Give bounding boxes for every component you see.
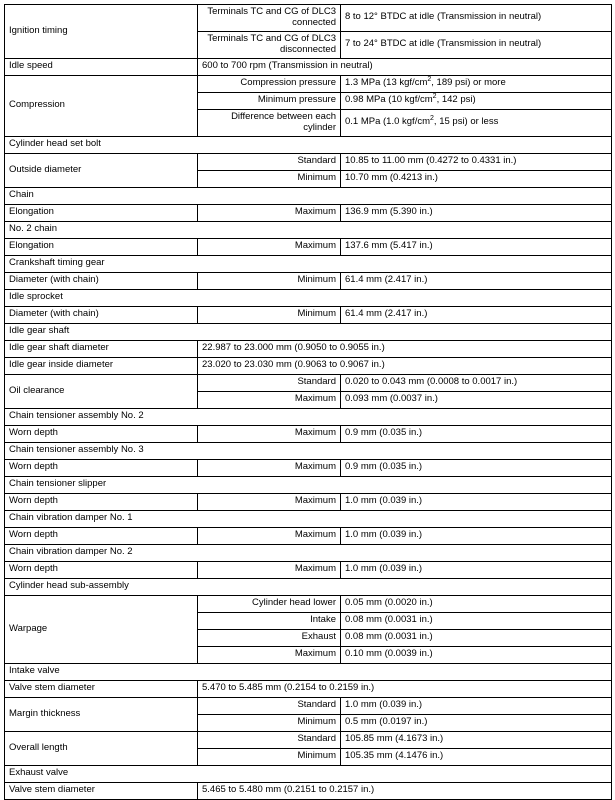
condition-cell: Maximum <box>198 561 341 578</box>
condition-cell: Minimum <box>198 714 341 731</box>
table-row <box>5 357 612 374</box>
item-cell: Warpage <box>5 595 198 663</box>
condition-cell: Minimum <box>198 306 341 323</box>
item-cell: Diameter (with chain) <box>5 272 198 289</box>
condition-cell: Standard <box>198 374 341 391</box>
specification-cell: 0.093 mm (0.0037 in.) <box>341 391 612 408</box>
specification-cell: 0.1 MPa (1.0 kgf/$cm^2$, 15 psi) or less <box>341 109 612 136</box>
section-header-cell: Chain tensioner assembly No. 3 <box>5 442 612 459</box>
specification-cell: 61.4 mm (2.417 in.) <box>341 306 612 323</box>
specification-cell: 8 to 12° BTDC at idle (Transmission in neutral) <box>341 5 612 32</box>
table-row <box>5 5 612 32</box>
condition-cell: Exhaust <box>198 629 341 646</box>
specification-cell: 600 to 700 rpm (Transmission in neutral) <box>198 58 612 75</box>
condition-cell: Terminals TC and CG of DLC3 disconnected <box>198 31 341 58</box>
section-header-cell: Chain <box>5 187 612 204</box>
specification-cell: 0.10 mm (0.0039 in.) <box>341 646 612 663</box>
condition-cell: Cylinder head lower <box>198 595 341 612</box>
item-cell: Ignition timing <box>5 5 198 59</box>
table-row <box>5 765 612 782</box>
specification-cell: 61.4 mm (2.417 in.) <box>341 272 612 289</box>
table-row <box>5 340 612 357</box>
section-header-cell: Chain tensioner slipper <box>5 476 612 493</box>
specification-cell: 1.0 mm (0.039 in.) <box>341 527 612 544</box>
table-row <box>5 680 612 697</box>
condition-cell: Maximum <box>198 646 341 663</box>
table-row <box>5 459 612 476</box>
condition-cell: Minimum <box>198 170 341 187</box>
section-header-cell: Intake valve <box>5 663 612 680</box>
table-row <box>5 527 612 544</box>
condition-cell: Minimum pressure <box>198 92 341 109</box>
specification-cell: 1.0 mm (0.039 in.) <box>341 697 612 714</box>
table-row <box>5 306 612 323</box>
specification-cell: 0.08 mm (0.0031 in.) <box>341 629 612 646</box>
specification-cell: 0.08 mm (0.0031 in.) <box>341 612 612 629</box>
table-row <box>5 561 612 578</box>
section-header-cell: Exhaust valve <box>5 765 612 782</box>
table-row <box>5 408 612 425</box>
table-row <box>5 75 612 92</box>
specification-cell: 105.35 mm (4.1476 in.) <box>341 748 612 765</box>
table-row <box>5 578 612 595</box>
condition-cell: Maximum <box>198 204 341 221</box>
condition-cell: Difference between each cylinder <box>198 109 341 136</box>
specification-cell: 136.9 mm (5.390 in.) <box>341 204 612 221</box>
specification-cell: 0.5 mm (0.0197 in.) <box>341 714 612 731</box>
specification-cell: 0.05 mm (0.0020 in.) <box>341 595 612 612</box>
item-cell: Overall length <box>5 731 198 765</box>
item-cell: Outside diameter <box>5 153 198 187</box>
section-header-cell: Chain tensioner assembly No. 2 <box>5 408 612 425</box>
specification-cell: 0.9 mm (0.035 in.) <box>341 425 612 442</box>
specification-cell: 1.3 MPa (13 kgf/$cm^2$, 189 psi) or more <box>341 75 612 92</box>
item-cell: Oil clearance <box>5 374 198 408</box>
table-row <box>5 510 612 527</box>
table-row <box>5 221 612 238</box>
table-row <box>5 153 612 170</box>
section-header-cell: Idle gear shaft <box>5 323 612 340</box>
table-row <box>5 697 612 714</box>
table-row <box>5 272 612 289</box>
item-cell: Worn depth <box>5 527 198 544</box>
item-cell: Diameter (with chain) <box>5 306 198 323</box>
condition-cell: Maximum <box>198 459 341 476</box>
item-cell: Elongation <box>5 204 198 221</box>
table-row <box>5 187 612 204</box>
specification-cell: 0.020 to 0.043 mm (0.0008 to 0.0017 in.) <box>341 374 612 391</box>
item-cell: Compression <box>5 75 198 136</box>
item-cell: Margin thickness <box>5 697 198 731</box>
condition-cell: Maximum <box>198 527 341 544</box>
section-header-cell: Chain vibration damper No. 1 <box>5 510 612 527</box>
table-row <box>5 374 612 391</box>
table-row <box>5 442 612 459</box>
specification-cell: 105.85 mm (4.1673 in.) <box>341 731 612 748</box>
table-row <box>5 544 612 561</box>
specification-cell: 5.470 to 5.485 mm (0.2154 to 0.2159 in.) <box>198 680 612 697</box>
item-cell: Valve stem diameter <box>5 680 198 697</box>
condition-cell: Standard <box>198 697 341 714</box>
table-row <box>5 289 612 306</box>
section-header-cell: No. 2 chain <box>5 221 612 238</box>
condition-cell: Terminals TC and CG of DLC3 connected <box>198 5 341 32</box>
condition-cell: Standard <box>198 731 341 748</box>
table-row <box>5 476 612 493</box>
condition-cell: Maximum <box>198 238 341 255</box>
condition-cell: Maximum <box>198 391 341 408</box>
specification-cell: 7 to 24° BTDC at idle (Transmission in neutral) <box>341 31 612 58</box>
table-row <box>5 731 612 748</box>
item-cell: Worn depth <box>5 561 198 578</box>
condition-cell: Maximum <box>198 493 341 510</box>
specification-cell: 0.9 mm (0.035 in.) <box>341 459 612 476</box>
specification-cell: 5.465 to 5.480 mm (0.2151 to 0.2157 in.) <box>198 782 612 799</box>
item-cell: Idle gear shaft diameter <box>5 340 198 357</box>
condition-cell: Intake <box>198 612 341 629</box>
table-row <box>5 136 612 153</box>
specification-table <box>4 4 612 800</box>
item-cell: Valve stem diameter <box>5 782 198 799</box>
specification-cell: 10.85 to 11.00 mm (0.4272 to 0.4331 in.) <box>341 153 612 170</box>
specification-cell: 23.020 to 23.030 mm (0.9063 to 0.9067 in.) <box>198 357 612 374</box>
item-cell: Elongation <box>5 238 198 255</box>
section-header-cell: Chain vibration damper No. 2 <box>5 544 612 561</box>
table-row <box>5 595 612 612</box>
table-row <box>5 493 612 510</box>
item-cell: Worn depth <box>5 425 198 442</box>
table-row <box>5 663 612 680</box>
condition-cell: Standard <box>198 153 341 170</box>
section-header-cell: Cylinder head sub-assembly <box>5 578 612 595</box>
condition-cell: Minimum <box>198 748 341 765</box>
specification-cell: 0.98 MPa (10 kgf/$cm^2$, 142 psi) <box>341 92 612 109</box>
section-header-cell: Idle sprocket <box>5 289 612 306</box>
table-row <box>5 323 612 340</box>
specification-cell: 10.70 mm (0.4213 in.) <box>341 170 612 187</box>
item-cell: Idle speed <box>5 58 198 75</box>
table-row <box>5 425 612 442</box>
item-cell: Worn depth <box>5 493 198 510</box>
table-row <box>5 204 612 221</box>
item-cell: Idle gear inside diameter <box>5 357 198 374</box>
specification-cell: 137.6 mm (5.417 in.) <box>341 238 612 255</box>
specification-cell: 1.0 mm (0.039 in.) <box>341 493 612 510</box>
condition-cell: Compression pressure <box>198 75 341 92</box>
section-header-cell: Cylinder head set bolt <box>5 136 612 153</box>
table-row <box>5 238 612 255</box>
condition-cell: Maximum <box>198 425 341 442</box>
condition-cell: Minimum <box>198 272 341 289</box>
table-row <box>5 58 612 75</box>
section-header-cell: Crankshaft timing gear <box>5 255 612 272</box>
specification-cell: 1.0 mm (0.039 in.) <box>341 561 612 578</box>
table-row <box>5 255 612 272</box>
specification-cell: 22.987 to 23.000 mm (0.9050 to 0.9055 in.) <box>198 340 612 357</box>
item-cell: Worn depth <box>5 459 198 476</box>
